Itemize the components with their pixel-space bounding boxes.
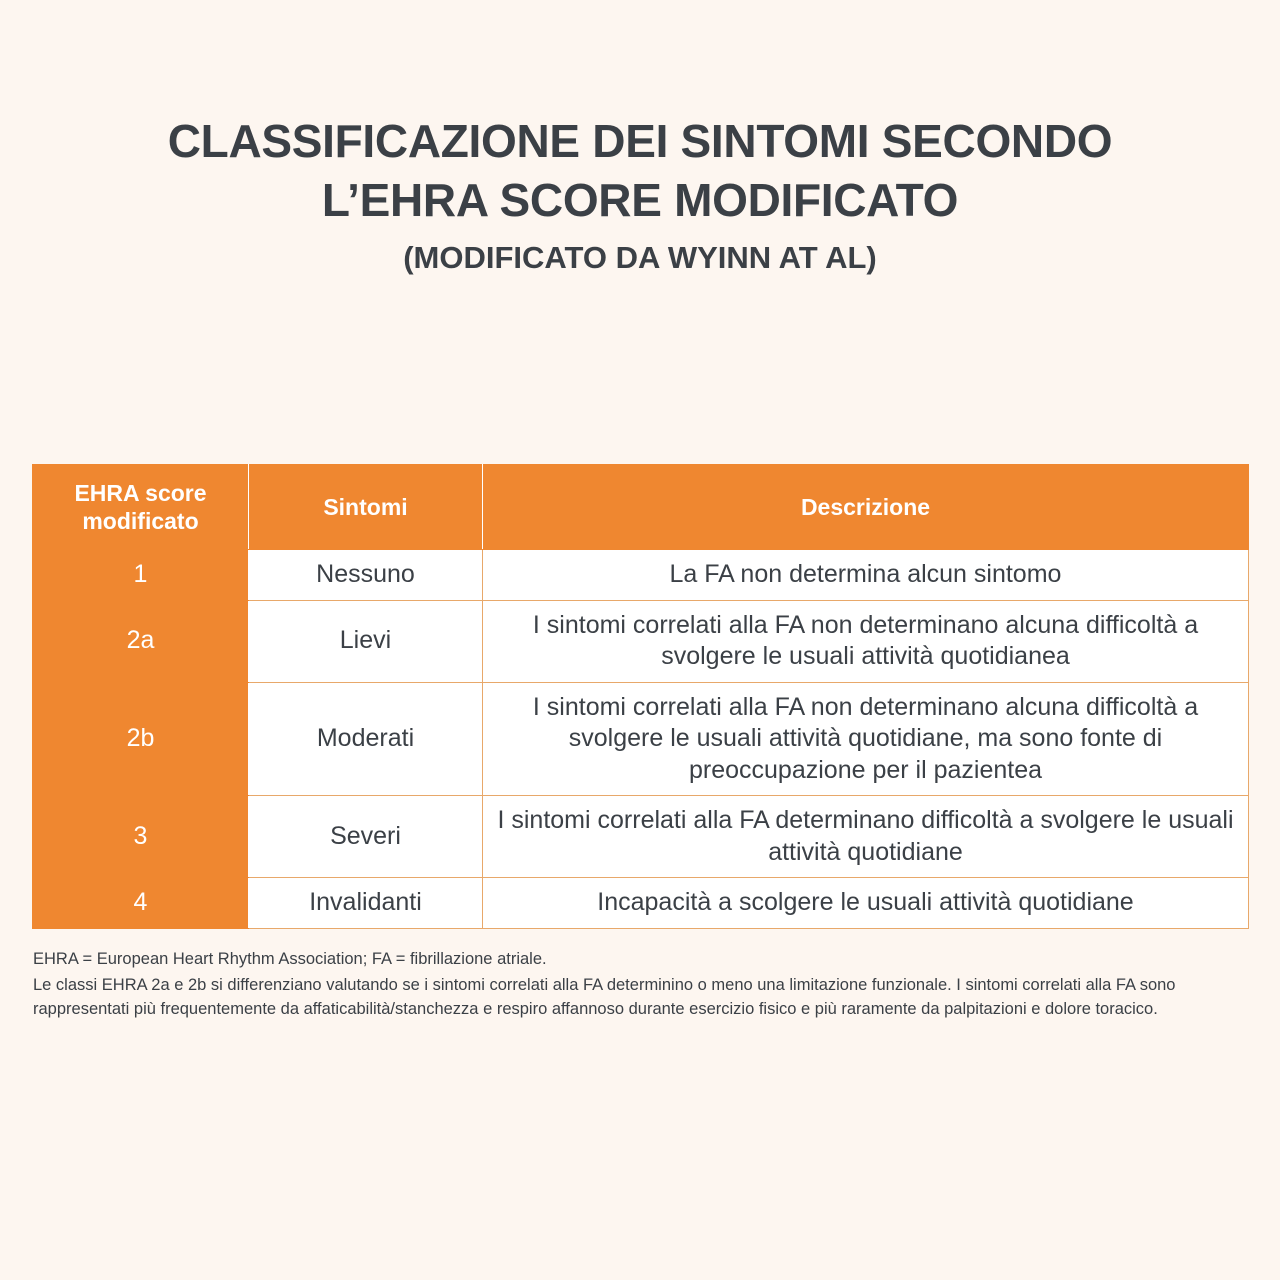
cell-descrizione: I sintomi correlati alla FA determinano difficoltà a svolgere le usuali attività quotidiane [483,796,1249,878]
cell-sintomi: Lievi [249,600,483,682]
footnote-explanation: Le classi EHRA 2a e 2b si differenziano valutando se i sintomi correlati alla FA determinino o meno una limitazione funzionale. I sintomi correlati alla FA sono rappresentati più frequentemente da affaticabilità/stanchezza e respiro affannoso durante esercizio fisico e più raramente da palpitazioni e dolore toracico. [33,976,1176,1018]
cell-sintomi: Nessuno [249,550,483,601]
column-header-sintomi: Sintomi [249,465,483,550]
column-header-descrizione: Descrizione [483,465,1249,550]
cell-sintomi: Invalidanti [249,878,483,929]
title-line-2: L’EHRA SCORE MODIFICATO [321,173,959,226]
cell-score: 2a [33,600,249,682]
table-row [33,796,1249,878]
footnote-abbreviations: EHRA = European Heart Rhythm Association; FA = fibrillazione atriale. [33,950,547,968]
cell-score: 2b [33,682,249,796]
cell-descrizione: La FA non determina alcun sintomo [483,550,1249,601]
table-row [33,682,1249,796]
page-title [0,0,1280,276]
table-header-row [33,465,1249,550]
ehra-table-container [32,464,1248,929]
table-row [33,600,1249,682]
cell-descrizione: Incapacità a scolgere le usuali attività quotidiane [483,878,1249,929]
cell-sintomi: Severi [249,796,483,878]
cell-score: 4 [33,878,249,929]
title-subtitle: (MODIFICATO DA WYINN AT AL) [403,239,877,275]
cell-descrizione: I sintomi correlati alla FA non determinano alcuna difficoltà a svolgere le usuali attività quotidianea [483,600,1249,682]
title-line-1: CLASSIFICAZIONE DEI SINTOMI SECONDO [167,115,1113,167]
cell-score: 1 [33,550,249,601]
column-header-score: EHRA score modificato [33,465,249,550]
title-main [80,112,1200,230]
cell-score: 3 [33,796,249,878]
cell-sintomi: Moderati [249,682,483,796]
table-row [33,878,1249,929]
table-row [33,550,1249,601]
footnotes [33,948,1249,1021]
cell-descrizione: I sintomi correlati alla FA non determinano alcuna difficoltà a svolgere le usuali attività quotidiane, ma sono fonte di preoccupazione per il pazientea [483,682,1249,796]
ehra-score-table [32,464,1249,929]
